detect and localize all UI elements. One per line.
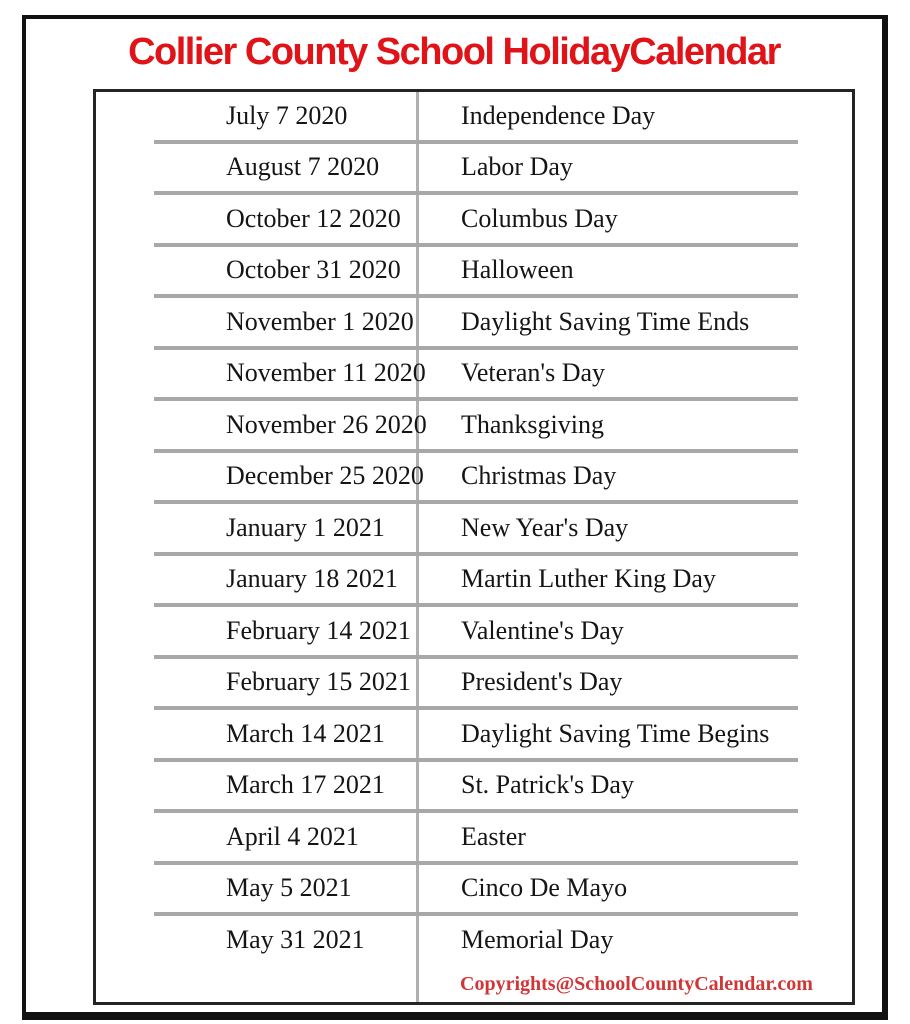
holiday-name-cell: Martin Luther King Day <box>461 564 716 594</box>
holiday-date-cell: January 18 2021 <box>226 564 398 594</box>
holiday-name-cell: Labor Day <box>461 152 573 182</box>
table-row <box>96 350 852 398</box>
table-row <box>96 504 852 552</box>
holiday-date-cell: December 25 2020 <box>226 461 424 491</box>
holiday-date-cell: November 11 2020 <box>226 358 426 388</box>
page-title: Collier County School HolidayCalendar <box>128 31 780 73</box>
table-row <box>96 865 852 913</box>
table-row <box>96 298 852 346</box>
table-row <box>96 92 852 140</box>
holiday-date-cell: November 26 2020 <box>226 409 427 439</box>
holiday-date-cell: October 12 2020 <box>226 203 401 233</box>
table-row <box>96 916 852 964</box>
holiday-rows <box>96 92 852 964</box>
holiday-date-cell: March 17 2021 <box>226 770 385 800</box>
holiday-name-cell: President's Day <box>461 667 623 697</box>
table-row <box>96 195 852 243</box>
holiday-date-cell: March 14 2021 <box>226 718 385 748</box>
holiday-date-cell: November 1 2020 <box>226 306 414 336</box>
holiday-date-cell: January 1 2021 <box>226 512 385 542</box>
holiday-name-cell: Cinco De Mayo <box>461 873 628 903</box>
holiday-name-cell: Christmas Day <box>461 461 617 491</box>
table-row <box>96 607 852 655</box>
holiday-date-cell: May 31 2021 <box>226 924 365 954</box>
table-row <box>96 144 852 192</box>
calendar-frame <box>22 15 888 1020</box>
table-row <box>96 247 852 295</box>
table-row <box>96 813 852 861</box>
holiday-name-cell: Veteran's Day <box>461 358 606 388</box>
holiday-name-cell: Columbus Day <box>461 203 618 233</box>
holiday-date-cell: July 7 2020 <box>226 100 348 130</box>
holiday-name-cell: Halloween <box>461 255 574 285</box>
copyright-text: Copyrights@SchoolCountyCalendar.com <box>460 973 813 995</box>
holiday-date-cell: August 7 2020 <box>226 152 380 182</box>
holiday-name-cell: Memorial Day <box>461 924 614 954</box>
table-row <box>96 659 852 707</box>
holiday-name-cell: Valentine's Day <box>461 615 624 645</box>
holiday-name-cell: New Year's Day <box>461 512 629 542</box>
holiday-date-cell: February 15 2021 <box>226 667 411 697</box>
holiday-name-cell: Easter <box>461 821 526 851</box>
holiday-date-cell: April 4 2021 <box>226 821 359 851</box>
table-row <box>96 556 852 604</box>
table-row <box>96 401 852 449</box>
holiday-name-cell: Daylight Saving Time Begins <box>461 718 770 748</box>
table-row <box>96 710 852 758</box>
holiday-date-cell: October 31 2020 <box>226 255 401 285</box>
holiday-name-cell: Thanksgiving <box>461 409 604 439</box>
holiday-name-cell: Daylight Saving Time Ends <box>461 306 750 336</box>
holiday-name-cell: Independence Day <box>461 100 656 130</box>
holiday-date-cell: February 14 2021 <box>226 615 411 645</box>
table-row <box>96 453 852 501</box>
table-row <box>96 762 852 810</box>
holiday-date-cell: May 5 2021 <box>226 873 352 903</box>
holiday-table <box>93 89 855 1005</box>
holiday-name-cell: St. Patrick's Day <box>461 770 634 800</box>
